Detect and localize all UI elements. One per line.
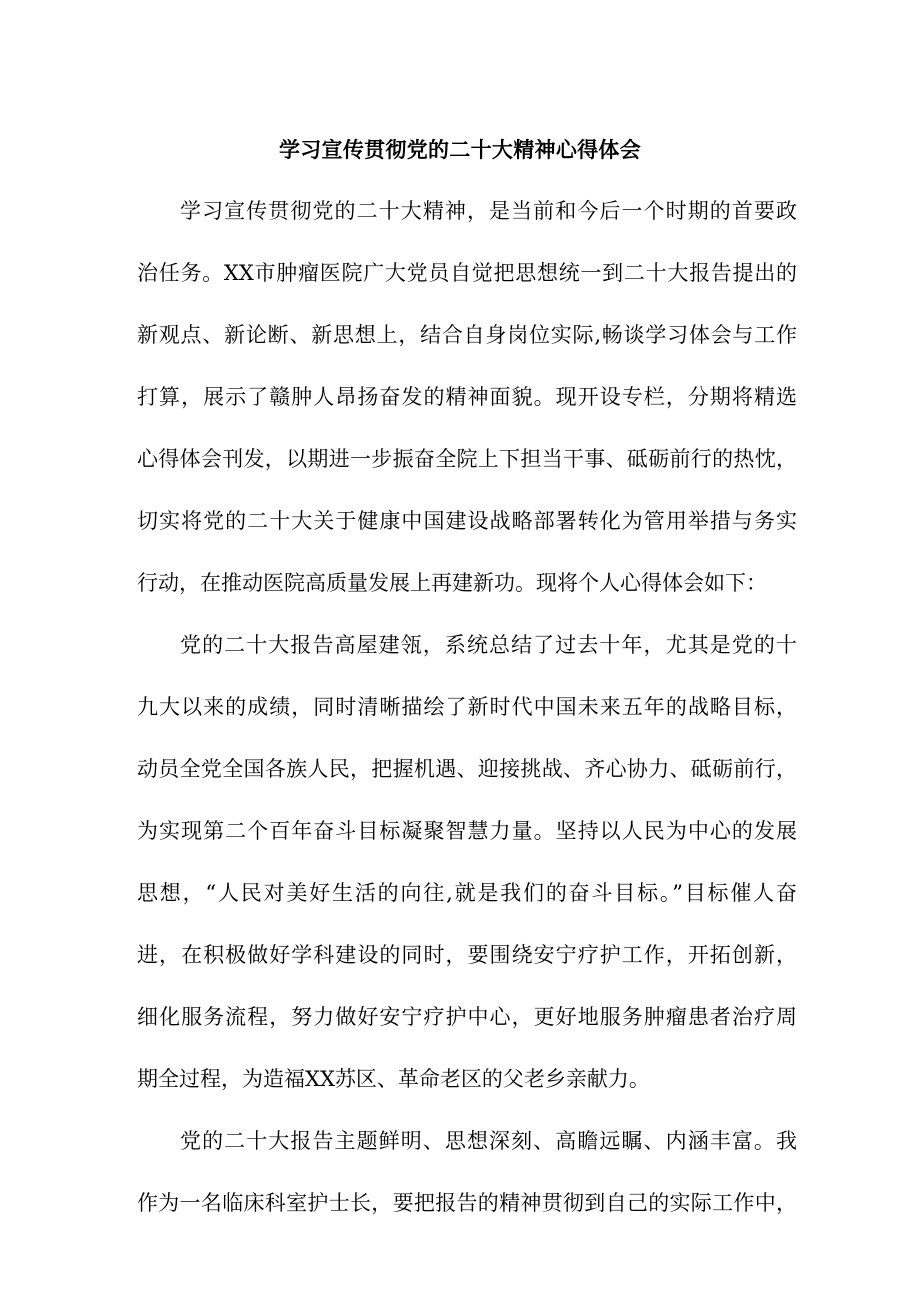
paragraph-2-line-1: 党的二十大报告高屋建瓴，系统总结了过去十年，尤其是党的十: [180, 633, 797, 657]
paragraph-1-line-2: 治任务。XX市肿瘤医院广大党员自觉把思想统一到二十大报告提出的: [137, 261, 797, 285]
paragraph-3-line-2: 作为一名临床科室护士长，要把报告的精神贯彻到自己的实际工作中，: [137, 1191, 797, 1215]
paragraph-2-line-6: 进，在积极做好学科建设的同时，要围绕安宁疗护工作，开拓创新，: [137, 943, 797, 967]
paragraph-1-line-4: 打算，展示了赣肿人昂扬奋发的精神面貌。现开设专栏，分期将精选: [137, 385, 797, 409]
paragraph-1-line-1: 学习宣传贯彻党的二十大精神，是当前和今后一个时期的首要政: [180, 199, 797, 223]
document-title: 学习宣传贯彻党的二十大精神心得体会: [278, 137, 642, 162]
paragraph-3-line-1: 党的二十大报告主题鲜明、思想深刻、高瞻远瞩、内涵丰富。我: [180, 1129, 797, 1153]
paragraph-1-line-5: 心得体会刊发，以期进一步振奋全院上下担当干事、砥砺前行的热忱，: [137, 447, 797, 471]
paragraph-2-line-2: 九大以来的成绩，同时清晰描绘了新时代中国未来五年的战略目标，: [137, 695, 797, 719]
paragraph-2-line-8: 期全过程，为造福XX苏区、革命老区的父老乡亲献力。: [137, 1067, 650, 1091]
paragraph-2-line-3: 动员全党全国各族人民，把握机遇、迎接挑战、齐心协力、砥砺前行，: [137, 757, 797, 781]
paragraph-2-line-7: 细化服务流程，努力做好安宁疗护中心，更好地服务肿瘤患者治疗周: [137, 1005, 797, 1029]
paragraph-1-line-6: 切实将党的二十大关于健康中国建设战略部署转化为管用举措与务实: [137, 509, 797, 533]
paragraph-1-line-3: 新观点、新论断、新思想上，结合自身岗位实际,畅谈学习体会与工作: [137, 323, 797, 347]
paragraph-2-line-5: 思想，“人民对美好生活的向往,就是我们的奋斗目标。”目标催人奋: [137, 881, 797, 905]
paragraph-2-line-4: 为实现第二个百年奋斗目标凝聚智慧力量。坚持以人民为中心的发展: [137, 819, 797, 843]
paragraph-1-line-7: 行动，在推动医院高质量发展上再建新功。现将个人心得体会如下：: [137, 571, 767, 595]
